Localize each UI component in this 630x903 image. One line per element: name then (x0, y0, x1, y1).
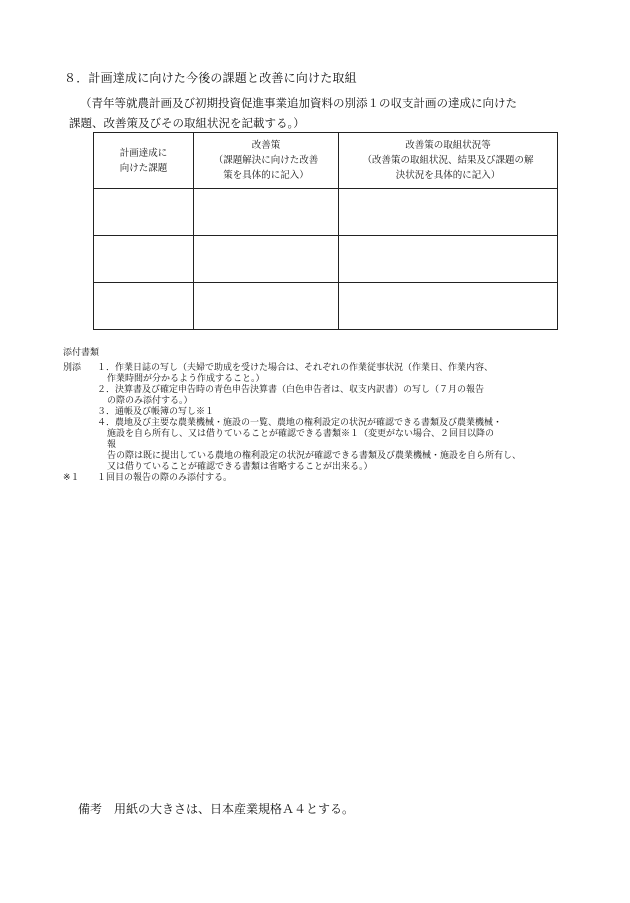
table-cell[interactable] (194, 236, 339, 283)
attachments-label: 別添 (63, 363, 82, 373)
table-cell[interactable] (194, 283, 339, 330)
table-cell[interactable] (339, 236, 558, 283)
header-progress-status: 改善策の取組状況等 （改善策の取組状況、結果及び課題の解 決状況を具体的に記入） (339, 133, 558, 189)
remark-text: 用紙の大きさは、日本産業規格Ａ４とする。 (114, 802, 355, 816)
attachment-item-3: ３．通帳及び帳簿の写し※１ (97, 407, 215, 417)
section-heading: ８．計画達成に向けた今後の課題と改善に向けた取組 (64, 71, 357, 85)
table-cell[interactable] (94, 236, 194, 283)
remark-label: 備考 (78, 802, 103, 816)
footnote-text: １回目の報告の際のみ添付する。 (97, 473, 233, 483)
table-cell[interactable] (194, 189, 339, 236)
attachment-item-2: ２．決算書及び確定申告時の青色申告決算書（白色申告者は、収支内訳書）の写し（７月の報告 (97, 385, 485, 395)
header-challenges: 計画達成に 向けた課題 (94, 133, 194, 189)
intro-line-2: 課題、改善策及びその取組状況を記載する。） (69, 116, 305, 130)
table-cell[interactable] (339, 189, 558, 236)
plan-table (93, 132, 558, 330)
header-improvement-measures: 改善策 （課題解決に向けた改善 策を具体的に記入） (194, 133, 339, 189)
table-row (94, 283, 558, 330)
footnote-mark: ※１ (63, 473, 80, 483)
table-row (94, 189, 558, 236)
table-cell[interactable] (339, 283, 558, 330)
attachment-item-1: 別添 １．作業日誌の写し（夫婦で助成を受けた場合は、それぞれの作業従事状況（作業日、作業内容、 (63, 363, 494, 373)
attachment-item-4: ４．農地及び主要な農業機械・施設の一覧、農地の権利設定の状況が確認できる書類及び農業機械・ (97, 418, 503, 428)
attachments-title: 添付書類 (63, 348, 100, 358)
intro-line-1: （青年等就農計画及び初期投資促進事業追加資料の別添１の収支計画の達成に向けた (80, 96, 517, 110)
attachments-section: 添付書類 別添 １．作業日誌の写し（夫婦で助成を受けた場合は、それぞれの作業従事状況（作業日、作業内容、 作業時間が分かるよう作成すること。） ２．決算書及び確定申告時の青色申告決算書（白色申告者は、収支内訳書）の写し（７月の報告 の際のみ添付する。） ３．通帳及び帳簿の写し※１ ４．農地及び主要な農業機械・施設の一覧、農地の権利設定の状況が確認できる書類及び農業機械・ 施設を自ら所有し、又は借りていることが確認できる書類※１（変更がない場合、２回目以降の 報 告の際は既に提出している農地の権利設定の状況が確認できる書類及び農業機械・施設を自ら所有し、 又は借りていることが確認できる書類は省略することが出来る。） ※１ １回目の報告の際のみ添付する。 (63, 348, 593, 484)
table-row (94, 236, 558, 283)
table-header-row (94, 133, 558, 189)
attachment-footnote (63, 473, 593, 484)
table-cell[interactable] (94, 189, 194, 236)
section-intro (69, 93, 585, 133)
remark (78, 800, 354, 817)
table-cell[interactable] (94, 283, 194, 330)
